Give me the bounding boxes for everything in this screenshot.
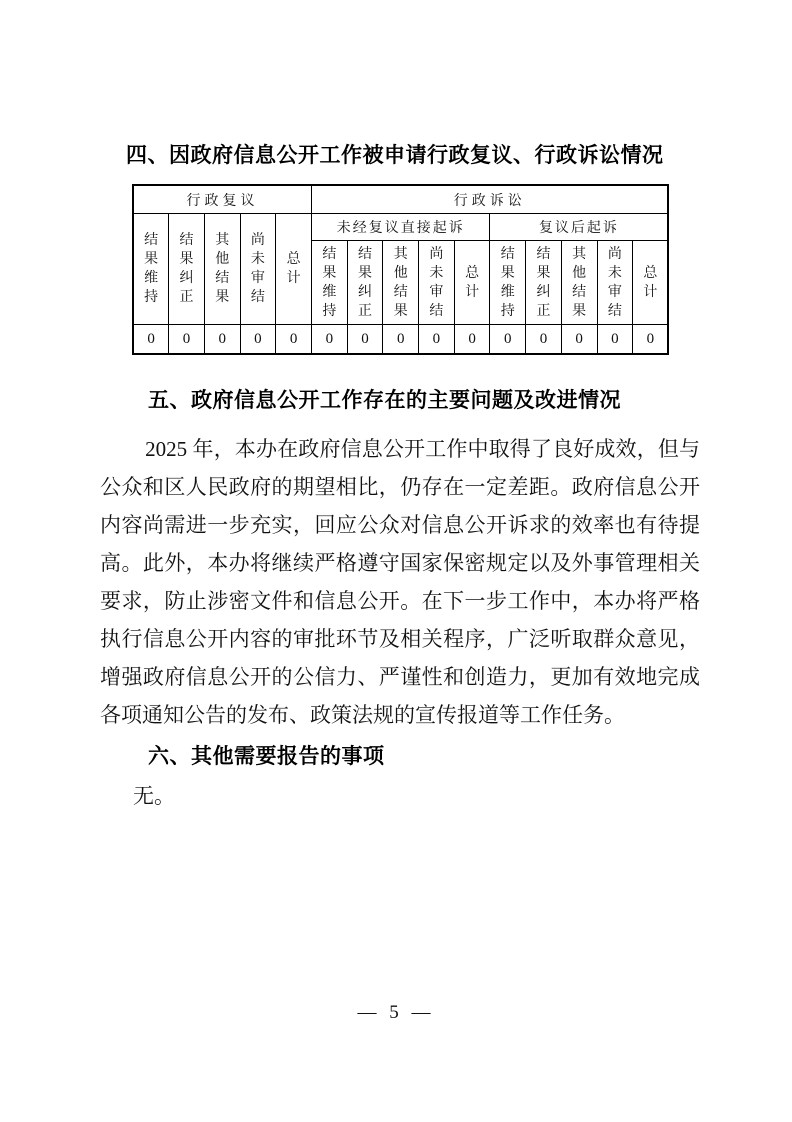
value-cell: 0 bbox=[561, 325, 597, 355]
section5-paragraph: 2025 年，本办在政府信息公开工作中取得了良好成效，但与公众和区人民政府的期望相比，仍存在一定差距。政府信息公开内容尚需进一步充实，回应公众对信息公开诉求的效率也有待提高。此外，本办将继续严格遵守国家保密规定以及外事管理相关要求，防止涉密文件和信息公开。在下一步工作中，本办将严格执行信息公开内容的审批环节及相关程序，广泛听取群众意见，增强政府信息公开的公信力、严谨性和创造力，更加有效地完成各项通知公告的发布、政策法规的宣传报道等工作任务。 bbox=[100, 437, 700, 727]
col-header-result-upheld: 结果维持 bbox=[312, 241, 348, 325]
col-header-total: 总计 bbox=[276, 214, 312, 325]
header-suit-after-review: 复议后起诉 bbox=[490, 214, 669, 241]
section6-heading: 六、其他需要报告的事项 bbox=[148, 745, 385, 768]
value-cell: 0 bbox=[597, 325, 633, 355]
col-header-other-result: 其他结果 bbox=[383, 241, 419, 325]
table-data-row bbox=[133, 325, 668, 355]
col-header-total: 总计 bbox=[633, 241, 669, 325]
value-cell: 0 bbox=[419, 325, 455, 355]
table-top-header-row bbox=[133, 185, 668, 214]
page-content bbox=[100, 0, 700, 811]
section4-heading: 四、因政府信息公开工作被申请行政复议、行政诉讼情况 bbox=[126, 144, 664, 167]
value-cell: 0 bbox=[347, 325, 383, 355]
value-cell: 0 bbox=[633, 325, 669, 355]
table-group-header-row bbox=[133, 214, 668, 241]
col-header-pending: 尚未审结 bbox=[419, 241, 455, 325]
col-header-result-upheld: 结果维持 bbox=[133, 214, 169, 325]
value-cell: 0 bbox=[383, 325, 419, 355]
value-cell: 0 bbox=[169, 325, 205, 355]
col-header-result-corrected: 结果纠正 bbox=[526, 241, 562, 325]
value-cell: 0 bbox=[526, 325, 562, 355]
section6-body: 无。 bbox=[133, 784, 175, 808]
value-cell: 0 bbox=[240, 325, 276, 355]
col-header-pending: 尚未审结 bbox=[597, 241, 633, 325]
value-cell: 0 bbox=[490, 325, 526, 355]
value-cell: 0 bbox=[276, 325, 312, 355]
col-header-other-result: 其他结果 bbox=[204, 214, 240, 325]
col-header-result-upheld: 结果维持 bbox=[490, 241, 526, 325]
col-header-total: 总计 bbox=[454, 241, 490, 325]
col-header-other-result: 其他结果 bbox=[561, 241, 597, 325]
header-administrative-reconsideration: 行政复议 bbox=[133, 185, 312, 214]
value-cell: 0 bbox=[204, 325, 240, 355]
value-cell: 0 bbox=[133, 325, 169, 355]
col-header-pending: 尚未审结 bbox=[240, 214, 276, 325]
section5-heading: 五、政府信息公开工作存在的主要问题及改进情况 bbox=[148, 389, 621, 412]
header-administrative-litigation: 行政诉讼 bbox=[312, 185, 669, 214]
header-direct-suit-without-review: 未经复议直接起诉 bbox=[312, 214, 490, 241]
page-number: — 5 — bbox=[357, 1002, 435, 1023]
col-header-result-corrected: 结果纠正 bbox=[347, 241, 383, 325]
review-litigation-table bbox=[132, 184, 669, 355]
value-cell: 0 bbox=[312, 325, 348, 355]
value-cell: 0 bbox=[454, 325, 490, 355]
col-header-result-corrected: 结果纠正 bbox=[169, 214, 205, 325]
